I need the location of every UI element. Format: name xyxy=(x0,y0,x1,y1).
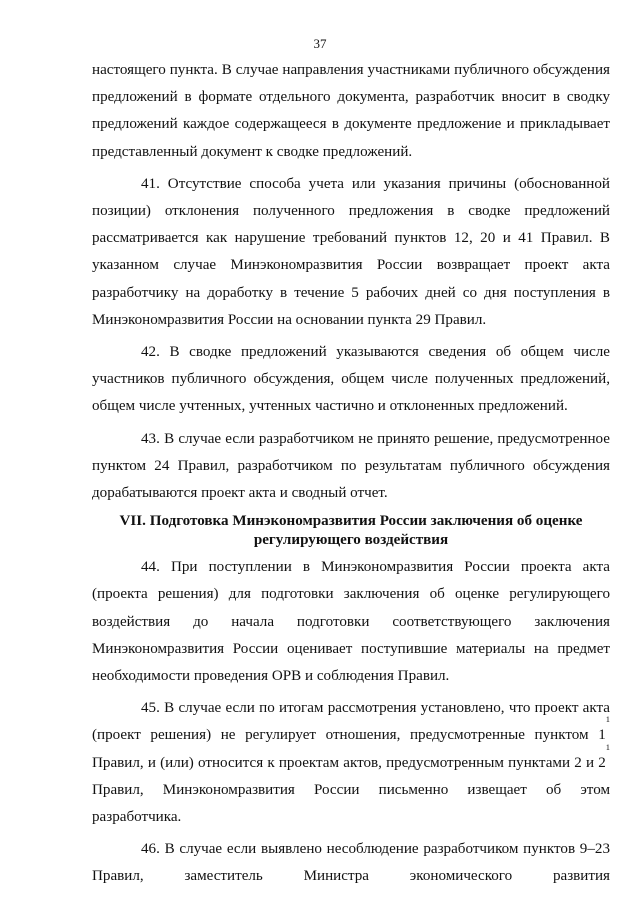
section-heading xyxy=(92,512,610,550)
paragraph-45-part-3: Правил, Минэкономразвития России письменно извещает об этом разработчика. xyxy=(92,781,610,826)
paragraph-45-part-2: Правил, и (или) относится к проектам актов, предусмотренным пунктами 2 и 2 xyxy=(92,754,606,771)
paragraph-43: 43. В случае если разработчиком не принято решение, предусмотренное пунктом 24 Правил, разработчиком по результатам публичного обсуждения дорабатываются проект акта и сводный отчет. xyxy=(92,430,610,502)
section-heading-line-1: VII. Подготовка Минэкономразвития России заключения об оценке xyxy=(119,513,583,530)
page-number: 37 xyxy=(313,36,327,51)
section-heading-line-2: регулирующего воздействия xyxy=(253,532,449,549)
paragraph-46: 46. В случае если выявлено несоблюдение разработчиком пунктов 9–23 Правил, заместитель Министра экономического развития xyxy=(92,841,610,885)
paragraph-44: 44. При поступлении в Минэкономразвития России проекта акта (проекта решения) для подготовки заключения об оценке регулирующего воздействия до начала подготовки соответствующего заключения Минэкономразвития России оценивает поступившие материалы на предмет необходимости проведения ОРВ и соблюдения Правил. xyxy=(92,559,610,685)
superscript-2: 1 xyxy=(605,741,610,752)
paragraph-45-part-1: 45. В случае если по итогам рассмотрения установлено, что проект акта (проект решения) не регулирует отношения, предусмотренные пунктом 1 xyxy=(92,700,610,744)
paragraph-42: 42. В сводке предложений указываются сведения об общем числе участников публичного обсуждения, общем числе полученных предложений, общем числе учтенных, учтенных частично и отклоненных предложений. xyxy=(92,344,610,415)
document-body xyxy=(92,57,610,896)
paragraph-45 xyxy=(92,695,610,831)
paragraph-40-continuation: настоящего пункта. В случае направления участниками публичного обсуждения предложений в формате отдельного документа, разработчик вносит в сводку предложений каждое содержащееся в документе предложение и прикладывает представленный документ к сводке предложений. xyxy=(92,62,610,160)
superscript-1: 1 xyxy=(605,714,610,725)
paragraph-41: 41. Отсутствие способа учета или указания причины (обоснованной позиции) отклонения полученного предложения в сводке предложений рассматривается как нарушение требований пунктов 12, 20 и 41 Правил. В указанном случае Минэкономразвития России возвращает проект акта разработчику на доработку в течение 5 рабочих дней со дня поступления в Минэкономразвития России на основании пункта 29 Правил. xyxy=(92,175,610,328)
